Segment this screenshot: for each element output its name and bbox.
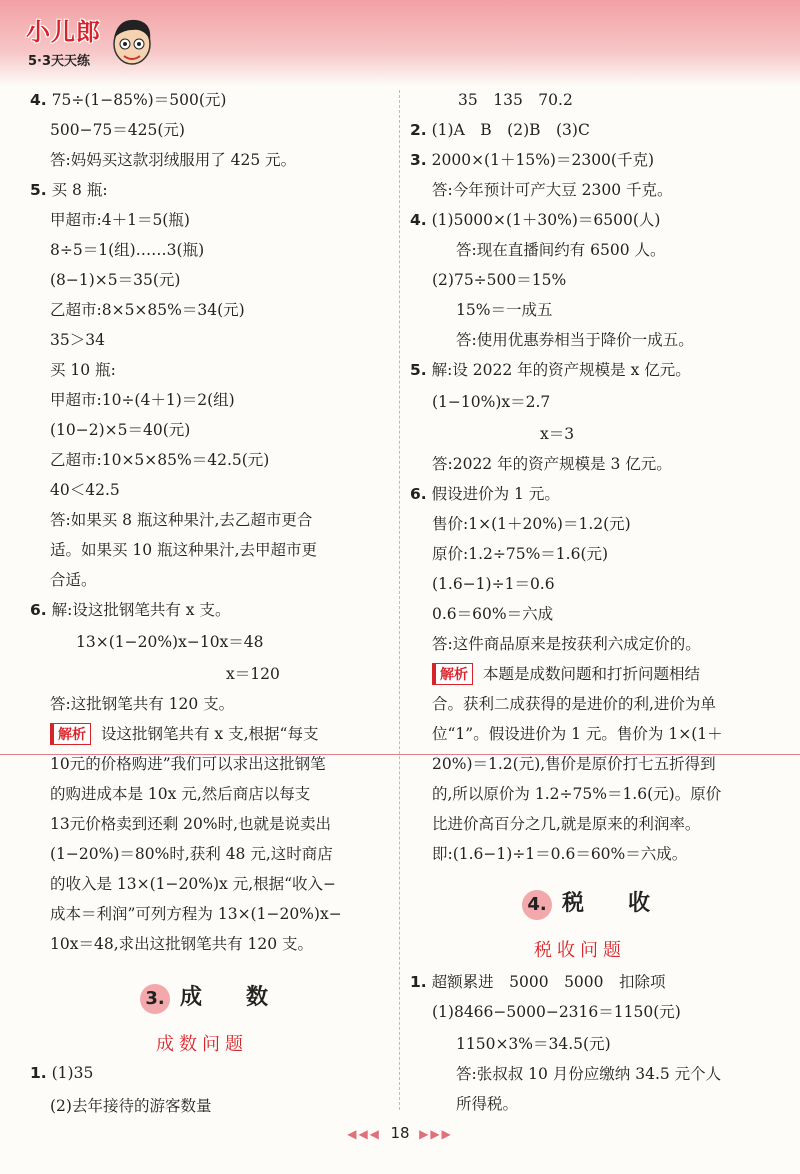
answer-line: 8÷5＝1(组)……3(瓶) (50, 241, 205, 259)
page-number: 18 (390, 1124, 410, 1142)
answer-line: 合适。 (50, 571, 97, 589)
section-number: 3. (140, 984, 170, 1014)
brand-series: 5·3天天练 (28, 54, 91, 69)
answer-line: 答:这件商品原来是按获利六成定价的。 (432, 635, 701, 653)
section-heading: 3. 成 数 (140, 980, 268, 1014)
column-divider (399, 90, 400, 1110)
analysis-line: 成本＝利润”可列方程为 13×(1−20%)x− (50, 905, 342, 923)
answer-line: 35＞34 (50, 331, 105, 349)
answer-line: 答:今年预计可产大豆 2300 千克。 (432, 181, 673, 199)
analysis-line: 的收入是 13×(1−20%)x 元,根据“收入− (50, 875, 337, 893)
answer-line: 乙超市:10×5×85%＝42.5(元) (50, 451, 270, 469)
answer-line: 5. 解:设 2022 年的资产规模是 x 亿元。 (410, 361, 691, 379)
sub-heading: 成数问题 (156, 1034, 248, 1055)
answer-line: (10−2)×5＝40(元) (50, 421, 191, 439)
answer-line: (2)去年接待的游客数量 (50, 1097, 212, 1115)
answer-line: 原价:1.2÷75%＝1.6(元) (432, 545, 609, 563)
answer-line: (2)75÷500＝15% (432, 271, 567, 289)
page-footer (0, 1124, 800, 1142)
equation-line: (1−10%)x＝2.7 (432, 393, 551, 411)
analysis-line: 13元价格卖到还剩 20%时,也就是说卖出 (50, 815, 332, 833)
answer-line: 1. (1)35 (30, 1064, 94, 1082)
answer-line: 甲超市:4＋1＝5(瓶) (50, 211, 190, 229)
answer-line: (1)8466−5000−2316＝1150(元) (432, 1003, 681, 1021)
logo (8, 8, 168, 74)
answer-line: 1. 超额累进 5000 5000 扣除项 (410, 973, 666, 991)
answer-line: 35 135 70.2 (458, 91, 573, 109)
equation-line: 13×(1−20%)x−10x＝48 (76, 633, 264, 651)
analysis-line: 10x＝48,求出这批钢笔共有 120 支。 (50, 935, 314, 953)
analysis-line: (1−20%)＝80%时,获利 48 元,这时商店 (50, 845, 333, 863)
prev-arrows-icon: ◀◀◀ (347, 1127, 381, 1141)
analysis-line: 的,所以原价为 1.2÷75%＝1.6(元)。原价 (432, 785, 722, 803)
answer-line: 40＜42.5 (50, 481, 120, 499)
answer-line: 适。如果买 10 瓶这种果汁,去甲超市更 (50, 541, 318, 559)
brand-title: 小儿郎 (26, 18, 101, 46)
analysis-tag: 解析 (50, 723, 91, 745)
analysis-line: 20%)＝1.2(元),售价是原价打七五折得到 (432, 755, 716, 773)
answer-line: 1150×3%＝34.5(元) (456, 1035, 611, 1053)
equation-line: x＝3 (540, 425, 575, 443)
answer-line: 6. 解:设这批钢笔共有 x 支。 (30, 601, 231, 619)
answer-line: 6. 假设进价为 1 元。 (410, 485, 560, 503)
equation-line: x＝120 (226, 665, 280, 683)
answer-line: 4. 75÷(1−85%)＝500(元) (30, 91, 227, 109)
answer-line: 0.6＝60%＝六成 (432, 605, 554, 623)
analysis-line: 比进价高百分之几,就是原来的利润率。 (432, 815, 701, 833)
analysis-tag: 解析 (432, 663, 473, 685)
answer-line: 15%＝一成五 (456, 301, 553, 319)
analysis-line: 的购进成本是 10x 元,然后商店以每支 (50, 785, 311, 803)
answer-line: 买 10 瓶: (50, 361, 116, 379)
analysis-line: 10元的价格购进”我们可以求出这批钢笔 (50, 755, 326, 773)
answer-line: 5. 买 8 瓶: (30, 181, 108, 199)
analysis-line: 合。获利二成获得的是进价的利,进价为单 (432, 695, 716, 713)
answer-line: (8−1)×5＝35(元) (50, 271, 181, 289)
answer-line: 3. 2000×(1＋15%)＝2300(千克) (410, 151, 655, 169)
answer-line: 答:现在直播间约有 6500 人。 (456, 241, 666, 259)
section-number: 4. (522, 890, 552, 920)
answer-line: 答:张叔叔 10 月份应缴纳 34.5 元个人 (456, 1065, 722, 1083)
answer-line: 答:妈妈买这款羽绒服用了 425 元。 (50, 151, 297, 169)
analysis-line: 解析 设这批钢笔共有 x 支,根据“每支 (50, 722, 318, 745)
answer-line: 乙超市:8×5×85%＝34(元) (50, 301, 245, 319)
analysis-line: 即:(1.6−1)÷1＝0.6＝60%＝六成。 (432, 845, 688, 863)
answer-line: 500−75＝425(元) (50, 121, 185, 139)
section-heading: 4. 税 收 (522, 886, 650, 920)
next-arrows-icon: ▶▶▶ (419, 1127, 453, 1141)
answer-line: 4. (1)5000×(1＋30%)＝6500(人) (410, 211, 661, 229)
analysis-line: 位“1”。假设进价为 1 元。售价为 1×(1＋ (432, 725, 723, 743)
answer-line: 答:2022 年的资产规模是 3 亿元。 (432, 455, 672, 473)
answer-line: 答:如果买 8 瓶这种果汁,去乙超市更合 (50, 511, 313, 529)
answer-line: 答:这批钢笔共有 120 支。 (50, 695, 235, 713)
analysis-line: 解析 本题是成数问题和打折问题相结 (432, 662, 700, 685)
answer-line: (1.6−1)÷1＝0.6 (432, 575, 555, 593)
answer-line: 2. (1)A B (2)B (3)C (410, 121, 590, 139)
answer-line: 甲超市:10÷(4＋1)＝2(组) (50, 391, 235, 409)
mascot-icon (108, 14, 156, 72)
answer-line: 售价:1×(1＋20%)＝1.2(元) (432, 515, 631, 533)
sub-heading: 税收问题 (534, 940, 626, 961)
answer-line: 答:使用优惠券相当于降价一成五。 (456, 331, 694, 349)
answer-line: 所得税。 (456, 1095, 519, 1113)
